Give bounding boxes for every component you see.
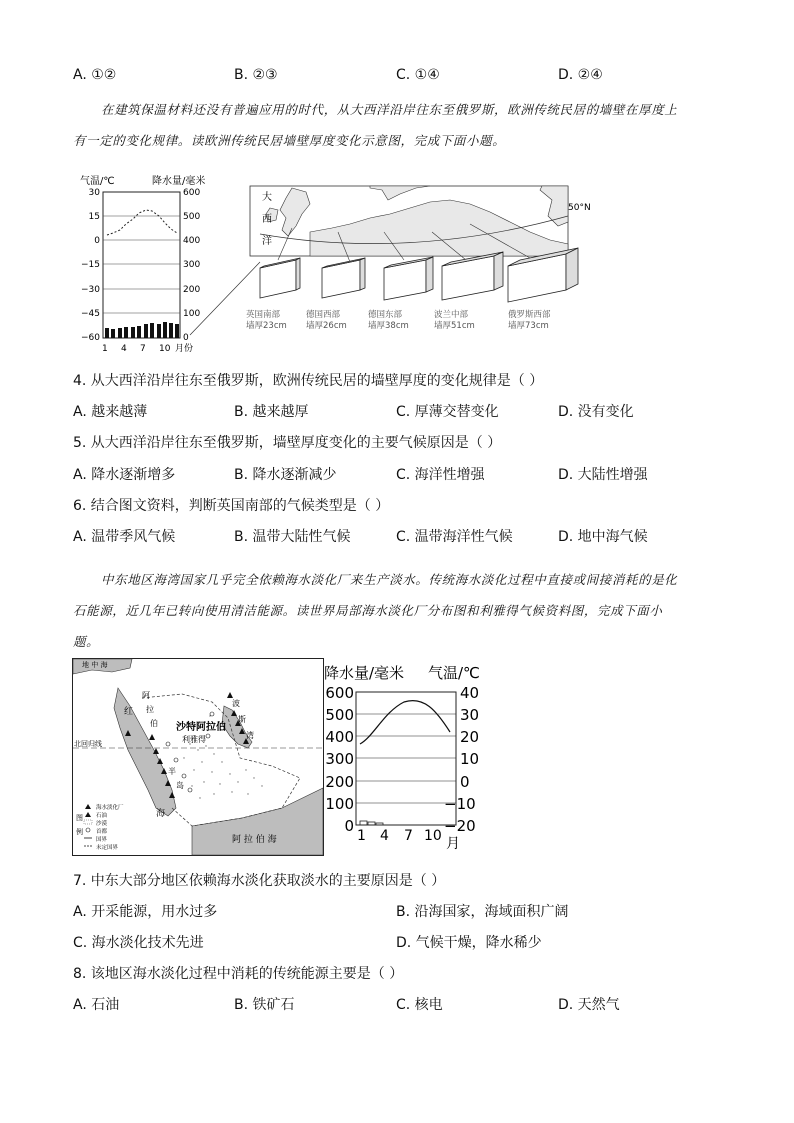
f2-legend-undefined: 未定国界: [96, 845, 119, 851]
f1-rt-3: 300: [183, 260, 201, 270]
f2-legend-capital: 首都: [96, 829, 108, 835]
q8-option-c[interactable]: C. 核电: [396, 997, 443, 1013]
f1-temp-label: 气温/℃: [80, 176, 115, 187]
q8-stem: 8. 该地区海水淡化过程中消耗的传统能源主要是（ ）: [73, 966, 404, 982]
figure1: [70, 170, 590, 355]
f2-lt-2: 400: [325, 728, 354, 746]
f1-lt-2: 0: [94, 236, 100, 246]
f1-rt-5: 100: [183, 309, 201, 319]
f2-gulf-2: 湾: [246, 731, 254, 740]
q3-option-b[interactable]: B. ②③: [234, 67, 278, 83]
q5-option-a[interactable]: A. 降水逐渐增多: [73, 467, 176, 483]
wall-de-east: [384, 257, 433, 300]
q7-option-a[interactable]: A. 开采能源，用水过多: [73, 904, 218, 920]
q6-stem: 6. 结合图文资料，判断英国南部的气候类型是（ ）: [73, 498, 390, 514]
wall-dee-place: 德国东部: [368, 310, 403, 320]
q4-option-d[interactable]: D. 没有变化: [558, 404, 634, 420]
f1-ocean-2: 洋: [262, 236, 272, 247]
f2-tropic: 北回归线: [74, 740, 102, 748]
q7-option-b[interactable]: B. 沿海国家，海域面积广阔: [396, 904, 569, 920]
f2-xt-0: 1: [357, 828, 366, 844]
f2-legend-title-0: 图: [76, 814, 83, 822]
passage1-line2: 有一定的变化规律。读欧洲传统民居墙壁厚度变化示意图，完成下面小题。: [73, 133, 506, 148]
q3-option-d[interactable]: D. ②④: [558, 67, 603, 83]
f1-lt-3: −15: [81, 260, 100, 270]
f1-precip-bars: [105, 322, 179, 338]
f2-lt-3: 300: [325, 750, 354, 768]
f2-red-sea-0: 红: [124, 707, 134, 717]
f1-rt-0: 600: [183, 188, 201, 198]
f2-rt-2: 20: [460, 728, 480, 746]
q8-option-a[interactable]: A. 石油: [73, 997, 120, 1013]
f1-rt-1: 500: [183, 212, 201, 222]
wall-uk: [260, 258, 300, 298]
f1-precip-label: 降水量/毫米: [152, 176, 206, 187]
f1-ocean-1: 西: [262, 214, 272, 225]
wall-dew-place: 德国西部: [306, 310, 341, 320]
wall-uk-thick: 墙厚23cm: [246, 321, 287, 331]
f1-xunit: 月份: [175, 344, 194, 354]
f2-country: 沙特阿拉伯: [176, 722, 226, 733]
f2-lt-5: 100: [325, 795, 354, 813]
wall-pl-place: 波兰中部: [434, 310, 469, 320]
f1-temp-curve: [107, 210, 177, 235]
f2-pen-1: 岛: [176, 781, 184, 790]
wall-ru-place: 俄罗斯西部: [508, 310, 551, 320]
passage2-line1: 中东地区海湾国家几乎完全依赖海水淡化厂来生产淡水。传统海水淡化过程中直接或间接消耗的是化: [101, 572, 678, 587]
f2-rt-4: 0: [460, 773, 470, 791]
wall-dew-thick: 墙厚26cm: [306, 321, 347, 331]
f1-xt-3: 10: [159, 344, 171, 354]
f2-legend-border: 国界: [96, 837, 108, 843]
f1-rt-6: 0: [183, 333, 189, 343]
f2-legend-desert: 沙漠: [96, 821, 108, 827]
q7-stem: 7. 中东大部分地区依赖海水淡化获取淡水的主要原因是（ ）: [73, 873, 446, 889]
f1-lt-1: 15: [88, 212, 100, 222]
f2-precip-label: 降水量/毫米: [324, 664, 405, 682]
f1-lt-6: −60: [81, 333, 100, 343]
f2-lt-0: 600: [325, 684, 354, 702]
f2-xt-1: 4: [380, 828, 389, 844]
wall-uk-place: 英国南部: [246, 310, 281, 320]
f2-gulf-0: 波: [232, 699, 240, 708]
q5-option-b[interactable]: B. 降水逐渐减少: [234, 467, 337, 483]
f2-legend-title-1: 例: [76, 828, 83, 836]
q8-option-b[interactable]: B. 铁矿石: [234, 997, 295, 1013]
figure1-svg: [70, 170, 590, 355]
q7-option-c[interactable]: C. 海水淡化技术先进: [73, 935, 204, 951]
f1-rt-2: 400: [183, 236, 201, 246]
passage2-line2: 石能源，近几年已转向使用清洁能源。读世界局部海水淡化厂分布图和利雅得气候资料图，完成下面小: [73, 603, 663, 618]
f1-lt-4: −30: [81, 285, 100, 295]
q6-option-d[interactable]: D. 地中海气候: [558, 529, 648, 545]
f1-xt-1: 4: [121, 344, 127, 354]
f2-pen-0: 半: [168, 767, 176, 776]
f2-arab-0: 阿: [142, 691, 150, 700]
q7-option-d[interactable]: D. 气候干燥，降水稀少: [396, 935, 542, 951]
f2-xunit: 月: [446, 836, 460, 852]
f2-rt-5: −10: [444, 795, 476, 813]
f2-chart-frame: [356, 692, 456, 825]
f1-chart-frame: [103, 192, 180, 338]
f2-rt-1: 30: [460, 706, 480, 724]
figure2-map: [72, 658, 324, 856]
wall-dee-thick: 墙厚38cm: [368, 321, 409, 331]
f2-gulf-1: 斯: [238, 715, 246, 724]
passage1-line1: 在建筑保温材料还没有普遍应用的时代，从大西洋沿岸往东至俄罗斯，欧洲传统民居的墙壁在厚度上: [101, 102, 678, 117]
wall-pl: [442, 252, 503, 300]
f2-arabian-sea: 阿 拉 伯 海: [232, 835, 277, 845]
wall-pl-thick: 墙厚51cm: [434, 321, 475, 331]
f2-rt-6: −20: [444, 817, 476, 835]
f1-lat-label: 50°N: [568, 203, 590, 213]
wall-ru-thick: 墙厚73cm: [508, 321, 549, 331]
f2-xt-2: 7: [404, 828, 413, 844]
f2-rt-0: 40: [460, 684, 480, 702]
f2-arab-2: 伯: [150, 719, 158, 728]
f2-arab-1: 拉: [146, 705, 154, 714]
f2-legend-oil: 石油: [96, 813, 108, 819]
f1-ocean-0: 大: [262, 192, 272, 203]
f1-lt-5: −45: [81, 309, 100, 319]
f1-xt-0: 1: [102, 344, 108, 354]
f2-red-sea-1: 海: [156, 809, 166, 819]
q3-option-c[interactable]: C. ①④: [396, 67, 440, 83]
f1-lt-0: 30: [88, 188, 100, 198]
q4-stem: 4. 从大西洋沿岸往东至俄罗斯，欧洲传统民居的墙壁厚度的变化规律是（ ）: [73, 373, 544, 389]
wall-de-west: [322, 258, 365, 298]
f2-temp-curve: [360, 701, 450, 744]
q6-option-b[interactable]: B. 温带大陆性气候: [234, 529, 351, 545]
passage2-line3: 题。: [73, 634, 100, 649]
f2-xt-3: 10: [424, 828, 442, 844]
q3-option-a[interactable]: A. ①②: [73, 67, 117, 83]
q6-option-c[interactable]: C. 温带海洋性气候: [396, 529, 513, 545]
f2-lt-4: 200: [325, 773, 354, 791]
q5-option-d[interactable]: D. 大陆性增强: [558, 467, 648, 483]
q4-option-c[interactable]: C. 厚薄交替变化: [396, 404, 499, 420]
f2-temp-label: 气温/℃: [428, 664, 480, 682]
f2-rt-3: 10: [460, 750, 480, 768]
q6-option-a[interactable]: A. 温带季风气候: [73, 529, 176, 545]
f2-legend-plant: 海水淡化厂: [96, 805, 124, 811]
f2-sea-top: 地 中 海: [82, 661, 108, 669]
q5-option-c[interactable]: C. 海洋性增强: [396, 467, 485, 483]
f1-xt-2: 7: [140, 344, 146, 354]
f2-city: 利雅得: [182, 735, 206, 744]
q8-option-d[interactable]: D. 天然气: [558, 997, 620, 1013]
q5-stem: 5. 从大西洋沿岸往东至俄罗斯，墙壁厚度变化的主要气候原因是（ ）: [73, 435, 502, 451]
f2-lt-6: 0: [344, 817, 354, 835]
f2-lt-1: 500: [325, 706, 354, 724]
figure2-climate: [324, 660, 494, 856]
q4-option-b[interactable]: B. 越来越厚: [234, 404, 309, 420]
f2-precip-bars: [360, 821, 383, 825]
f1-rt-4: 200: [183, 285, 201, 295]
q4-option-a[interactable]: A. 越来越薄: [73, 404, 148, 420]
